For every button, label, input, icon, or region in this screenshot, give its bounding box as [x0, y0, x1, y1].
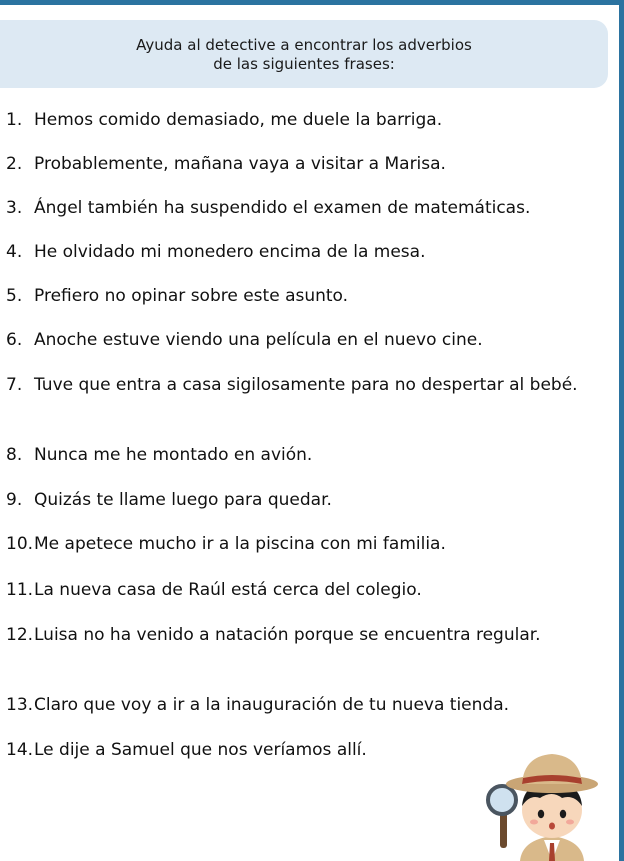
sentence-item	[6, 580, 606, 600]
right-eye	[560, 810, 566, 818]
sentence-text: La nueva casa de Raúl está cerca del colegio.	[34, 580, 422, 600]
sentence-number: 12.	[6, 625, 34, 645]
sentence-number: 3.	[6, 198, 23, 218]
sentence-text: Quizás te llame luego para quedar.	[34, 490, 332, 510]
sentence-number: 7.	[6, 375, 23, 395]
detective-illustration	[482, 748, 624, 861]
instruction-line-1: Ayuda al detective a encontrar los adverbios	[136, 36, 472, 54]
sentence-text: Hemos comido demasiado, me duele la barriga.	[34, 110, 443, 130]
sentence-number: 1.	[6, 110, 23, 130]
sentence-item	[6, 695, 606, 715]
instruction-box	[0, 20, 608, 88]
sentence-text: Probablemente, mañana vaya a visitar a Marisa.	[34, 154, 446, 174]
sentence-number: 6.	[6, 330, 23, 350]
sentence-text: He olvidado mi monedero encima de la mesa.	[34, 242, 426, 262]
sentence-item	[6, 330, 606, 350]
sentence-item	[6, 445, 606, 465]
sentence-text: Nunca me he montado en avión.	[34, 445, 313, 465]
sentence-text: Me apetece mucho ir a la piscina con mi familia.	[34, 534, 446, 554]
sentence-number: 5.	[6, 286, 23, 306]
instruction-line-2: de las siguientes frases:	[213, 55, 395, 73]
sentence-number: 11.	[6, 580, 34, 600]
left-cheek	[530, 820, 538, 825]
sentence-text: Ángel también ha suspendido el examen de matemáticas.	[34, 198, 531, 218]
sentence-number: 9.	[6, 490, 23, 510]
sentence-item	[6, 375, 606, 395]
sentence-item	[6, 110, 606, 130]
sentence-item	[6, 534, 606, 554]
sentence-text: Le dije a Samuel que nos veríamos allí.	[34, 740, 367, 760]
sentence-item	[6, 198, 606, 218]
mouth	[549, 823, 555, 830]
sentence-item	[6, 625, 606, 645]
detective-tie	[549, 843, 555, 861]
magnifier-icon	[488, 786, 516, 814]
right-cheek	[566, 820, 574, 825]
sentence-item	[6, 242, 606, 262]
sentence-text: Luisa no ha venido a natación porque se encuentra regular.	[34, 625, 541, 645]
sentence-text: Tuve que entra a casa sigilosamente para no despertar al bebé.	[34, 375, 578, 395]
sentence-text: Claro que voy a ir a la inauguración de tu nueva tienda.	[34, 695, 510, 715]
sentence-item	[6, 490, 606, 510]
sentence-text: Anoche estuve viendo una película en el nuevo cine.	[34, 330, 483, 350]
left-eye	[538, 810, 544, 818]
sentence-item	[6, 154, 606, 174]
sentence-number: 10.	[6, 534, 34, 554]
sentence-item	[6, 286, 606, 306]
sentence-text: Prefiero no opinar sobre este asunto.	[34, 286, 349, 306]
sentence-number: 8.	[6, 445, 23, 465]
sentence-number: 13.	[6, 695, 34, 715]
sentence-number: 4.	[6, 242, 23, 262]
sentence-number: 14.	[6, 740, 34, 760]
sentence-number: 2.	[6, 154, 23, 174]
